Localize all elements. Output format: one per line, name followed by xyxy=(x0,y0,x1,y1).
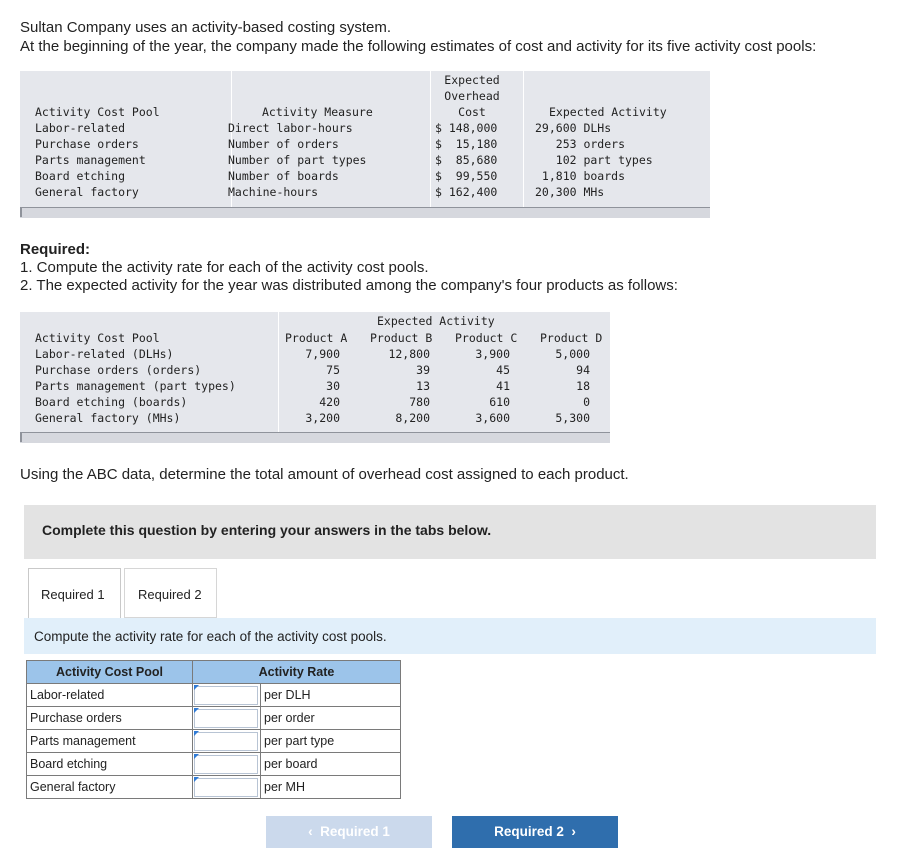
rate-unit: per board xyxy=(261,753,401,776)
next-button[interactable] xyxy=(452,816,618,848)
t2-product-c: 45 xyxy=(496,363,510,377)
rate-input-parts-management[interactable] xyxy=(194,732,258,751)
rate-unit: per order xyxy=(261,707,401,730)
t2-header-pool: Activity Cost Pool xyxy=(35,331,160,345)
table-row xyxy=(27,753,401,776)
t1-activity: 20,300 MHs xyxy=(535,185,605,199)
rate-unit: per part type xyxy=(261,730,401,753)
t1-activity: 29,600 DLHs xyxy=(535,121,612,135)
t2-product-a: 7,900 xyxy=(305,347,340,361)
t2-product-d: 5,000 xyxy=(555,347,590,361)
header-cost-line1: Expected xyxy=(444,73,500,87)
header-pool: Activity Cost Pool xyxy=(35,105,160,119)
t1-pool: Board etching xyxy=(35,169,126,183)
rate-cell[interactable] xyxy=(193,684,261,707)
complete-text: Complete this question by entering your answers in the tabs below. xyxy=(42,522,492,538)
cost-estimates-table xyxy=(20,71,710,217)
tab-required-1[interactable] xyxy=(28,568,121,618)
rate-cell[interactable] xyxy=(193,730,261,753)
t2-product-d: 5,300 xyxy=(555,411,590,425)
activity-rate-table xyxy=(26,660,401,799)
t2-product-a: 420 xyxy=(319,395,340,409)
t1-cost: $ 15,180 xyxy=(435,137,498,151)
tab-label: Required 1 xyxy=(41,587,105,602)
cell-marker-icon xyxy=(194,777,199,782)
t2-pool: General factory (MHs) xyxy=(35,411,181,425)
t1-measure: Number of boards xyxy=(228,169,339,183)
t2-product-a: 30 xyxy=(326,379,340,393)
t2-product-b: 39 xyxy=(416,363,430,377)
t2-header-product-d: Product D xyxy=(540,331,603,345)
rate-unit: per MH xyxy=(261,776,401,799)
t2-product-b: 8,200 xyxy=(395,411,430,425)
instruction-bar xyxy=(24,618,876,654)
t2-product-c: 41 xyxy=(496,379,510,393)
rate-cell[interactable] xyxy=(193,776,261,799)
t2-product-b: 13 xyxy=(416,379,430,393)
rate-cell[interactable] xyxy=(193,753,261,776)
intro-line-2: At the beginning of the year, the company made the following estimates of cost and activity for its five activity cost pools: xyxy=(20,38,817,55)
t1-measure: Machine-hours xyxy=(228,185,319,199)
t2-pool: Purchase orders (orders) xyxy=(35,363,202,377)
t2-product-d: 94 xyxy=(576,363,590,377)
t2-product-c: 3,900 xyxy=(475,347,510,361)
t2-product-c: 3,600 xyxy=(475,411,510,425)
t1-measure: Direct labor-hours xyxy=(228,121,353,135)
instruction-text: Compute the activity rate for each of the activity cost pools. xyxy=(34,629,387,644)
table-row xyxy=(27,776,401,799)
cell-marker-icon xyxy=(194,708,199,713)
header-measure: Activity Measure xyxy=(262,105,373,119)
required-heading: Required: xyxy=(20,241,91,258)
rate-input-general-factory[interactable] xyxy=(194,778,258,797)
t1-cost: $ 148,000 xyxy=(435,121,498,135)
t1-cost: $ 99,550 xyxy=(435,169,498,183)
prev-button-label: Required 1 xyxy=(320,824,390,839)
t2-header-product-c: Product C xyxy=(455,331,518,345)
tab-label: Required 2 xyxy=(138,587,202,602)
header-activity: Expected Activity xyxy=(549,105,667,119)
intro-line-1: Sultan Company uses an activity-based costing system. xyxy=(20,19,392,36)
required-section xyxy=(20,241,678,295)
product-activity-table xyxy=(20,312,610,442)
t1-activity: 253 orders xyxy=(535,137,626,151)
table-row xyxy=(27,684,401,707)
t2-pool: Parts management (part types) xyxy=(35,379,236,393)
t1-activity: 102 part types xyxy=(535,153,653,167)
pool-label: Purchase orders xyxy=(27,707,193,730)
header-cost-line3: Cost xyxy=(458,105,486,119)
complete-banner xyxy=(24,505,876,559)
t1-pool: Labor-related xyxy=(35,121,126,135)
using-abc-text: Using the ABC data, determine the total amount of overhead cost assigned to each product. xyxy=(20,466,629,483)
required-item-2: 2. The expected activity for the year was distributed among the company's four products as follows: xyxy=(20,277,678,294)
rate-input-purchase-orders[interactable] xyxy=(194,709,258,728)
table-row xyxy=(27,730,401,753)
t2-product-a: 3,200 xyxy=(305,411,340,425)
cell-marker-icon xyxy=(194,754,199,759)
rate-input-board-etching[interactable] xyxy=(194,755,258,774)
rate-cell[interactable] xyxy=(193,707,261,730)
t1-cost: $ 85,680 xyxy=(435,153,498,167)
header-activity-rate: Activity Rate xyxy=(193,661,401,684)
rate-input-labor-related[interactable] xyxy=(194,686,258,705)
t1-activity: 1,810 boards xyxy=(535,169,626,183)
t2-product-b: 780 xyxy=(409,395,430,409)
t2-pool: Labor-related (DLHs) xyxy=(35,347,174,361)
pool-label: Board etching xyxy=(27,753,193,776)
intro-text xyxy=(20,18,816,56)
t2-product-d: 18 xyxy=(576,379,590,393)
pool-label: Labor-related xyxy=(27,684,193,707)
rate-unit: per DLH xyxy=(261,684,401,707)
chevron-right-icon: › xyxy=(563,824,576,839)
t2-pool: Board etching (boards) xyxy=(35,395,188,409)
t1-pool: Purchase orders xyxy=(35,137,139,151)
t1-measure: Number of part types xyxy=(228,153,367,167)
t1-cost: $ 162,400 xyxy=(435,185,498,199)
t1-pool: Parts management xyxy=(35,153,146,167)
t2-header-product-a: Product A xyxy=(285,331,348,345)
header-activity-cost-pool: Activity Cost Pool xyxy=(27,661,193,684)
table-row xyxy=(27,707,401,730)
tab-required-2[interactable] xyxy=(124,568,217,618)
group-header-expected-activity: Expected Activity xyxy=(377,314,495,328)
t2-header-product-b: Product B xyxy=(370,331,433,345)
t2-product-d: 0 xyxy=(583,395,590,409)
cell-marker-icon xyxy=(194,685,199,690)
pool-label: General factory xyxy=(27,776,193,799)
t2-product-c: 610 xyxy=(489,395,510,409)
prev-button[interactable] xyxy=(266,816,432,848)
t2-product-a: 75 xyxy=(326,363,340,377)
t2-product-b: 12,800 xyxy=(388,347,430,361)
pool-label: Parts management xyxy=(27,730,193,753)
cell-marker-icon xyxy=(194,731,199,736)
required-item-1: 1. Compute the activity rate for each of the activity cost pools. xyxy=(20,259,429,276)
t1-pool: General factory xyxy=(35,185,139,199)
chevron-left-icon: ‹ xyxy=(308,824,321,839)
t1-measure: Number of orders xyxy=(228,137,339,151)
next-button-label: Required 2 xyxy=(494,824,564,839)
header-cost-line2: Overhead xyxy=(444,89,500,103)
